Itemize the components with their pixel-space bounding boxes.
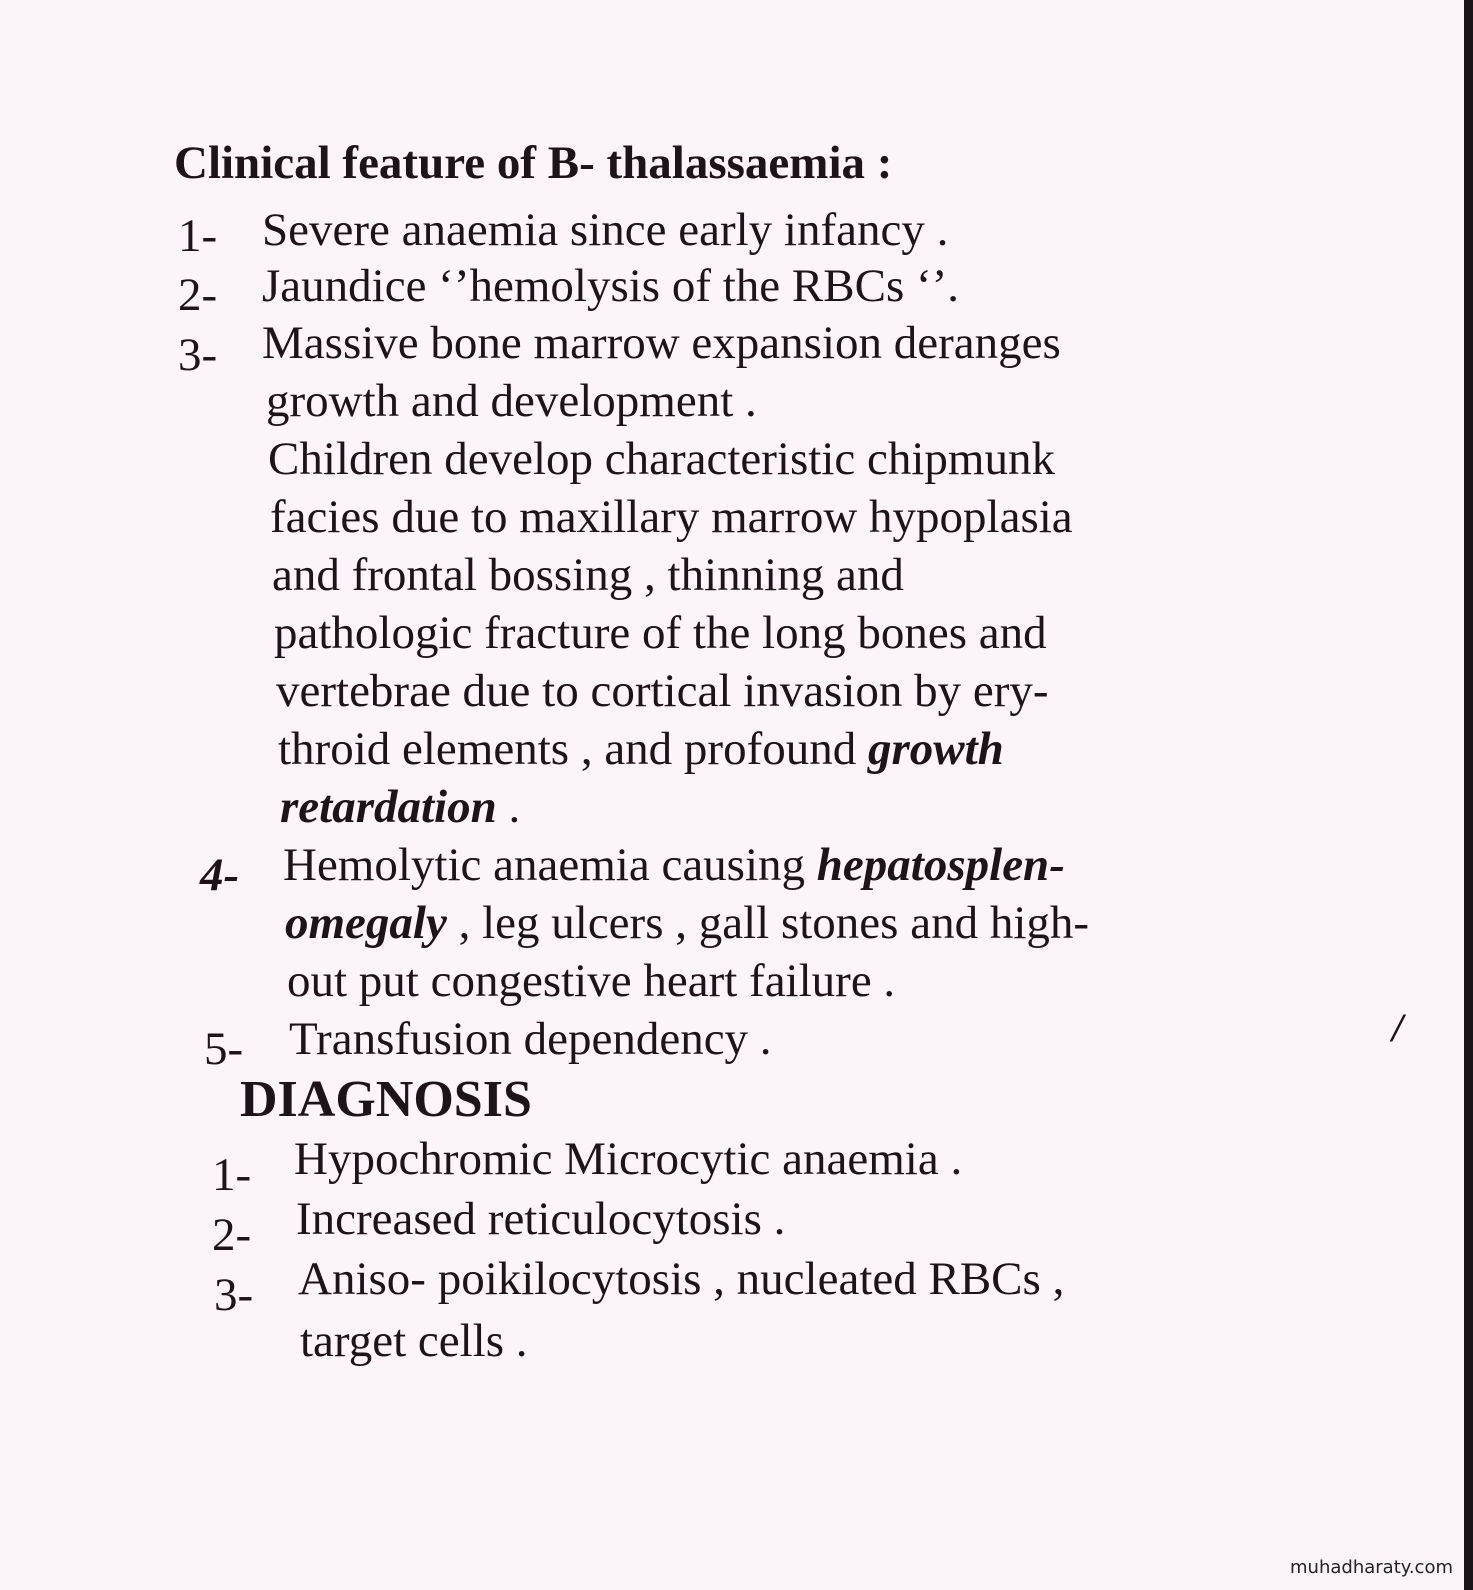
- feature-3-line-5: and frontal bossing , thinning and: [272, 549, 904, 601]
- growth-emphasis: growth: [867, 723, 1004, 775]
- diagnosis-1-number: 1-: [212, 1149, 252, 1201]
- feature-3-line-9-tail: .: [496, 781, 521, 833]
- feature-1-number: 1-: [178, 210, 218, 262]
- diagnosis-heading: DIAGNOSIS: [240, 1071, 532, 1128]
- diagnosis-3-line-2: target cells .: [300, 1315, 528, 1367]
- omegaly-emphasis: omegaly: [285, 897, 447, 949]
- diagnosis-3-number: 3-: [214, 1269, 254, 1321]
- feature-4-line-3: out put congestive heart failure .: [287, 955, 896, 1007]
- feature-3-line-3: Children develop characteristic chipmunk: [268, 433, 1055, 485]
- feature-2-text: Jaundice ‘’hemolysis of the RBCs ‘’.: [262, 260, 960, 312]
- feature-5-text: Transfusion dependency .: [289, 1013, 772, 1065]
- feature-3-line-8: [278, 723, 1004, 775]
- hepatosplen-emphasis: hepatosplen-: [816, 839, 1065, 891]
- feature-3-line-7: vertebrae due to cortical invasion by ery-: [276, 665, 1049, 717]
- feature-3-number: 3-: [178, 329, 218, 381]
- page-title: Clinical feature of B- thalassaemia :: [174, 137, 893, 189]
- diagnosis-2-number: 2-: [212, 1209, 252, 1261]
- feature-3-line-6: pathologic fracture of the long bones and: [274, 607, 1047, 659]
- feature-4-line-2-tail: , leg ulcers , gall stones and high-: [446, 897, 1090, 949]
- feature-3-line-9: [280, 781, 521, 833]
- feature-4-number: 4-: [200, 849, 240, 901]
- feature-4-line-2: [285, 897, 1090, 949]
- diagnosis-1-text: Hypochromic Microcytic anaemia .: [294, 1133, 963, 1185]
- margin-mark: /: [1392, 1005, 1404, 1050]
- feature-1-text: Severe anaemia since early infancy .: [262, 204, 949, 256]
- watermark: muhadharaty.com: [1290, 1557, 1453, 1578]
- diagnosis-3-line-1: Aniso- poikilocytosis , nucleated RBCs ,: [298, 1253, 1065, 1305]
- feature-4-line-1: [283, 839, 1065, 891]
- retardation-emphasis: retardation: [280, 781, 497, 833]
- feature-3-line-2: growth and development .: [266, 375, 757, 427]
- feature-4-line-1-text: Hemolytic anaemia causing: [283, 839, 817, 891]
- diagnosis-2-text: Increased reticulocytosis .: [296, 1193, 786, 1245]
- feature-3-line-8-text: throid elements , and profound: [278, 723, 868, 775]
- feature-3-line-4: facies due to maxillary marrow hypoplasia: [270, 491, 1073, 543]
- feature-5-number: 5-: [204, 1023, 244, 1075]
- feature-3-line-1: Massive bone marrow expansion deranges: [262, 317, 1061, 369]
- feature-2-number: 2-: [178, 269, 218, 321]
- scan-edge: [1464, 0, 1473, 1590]
